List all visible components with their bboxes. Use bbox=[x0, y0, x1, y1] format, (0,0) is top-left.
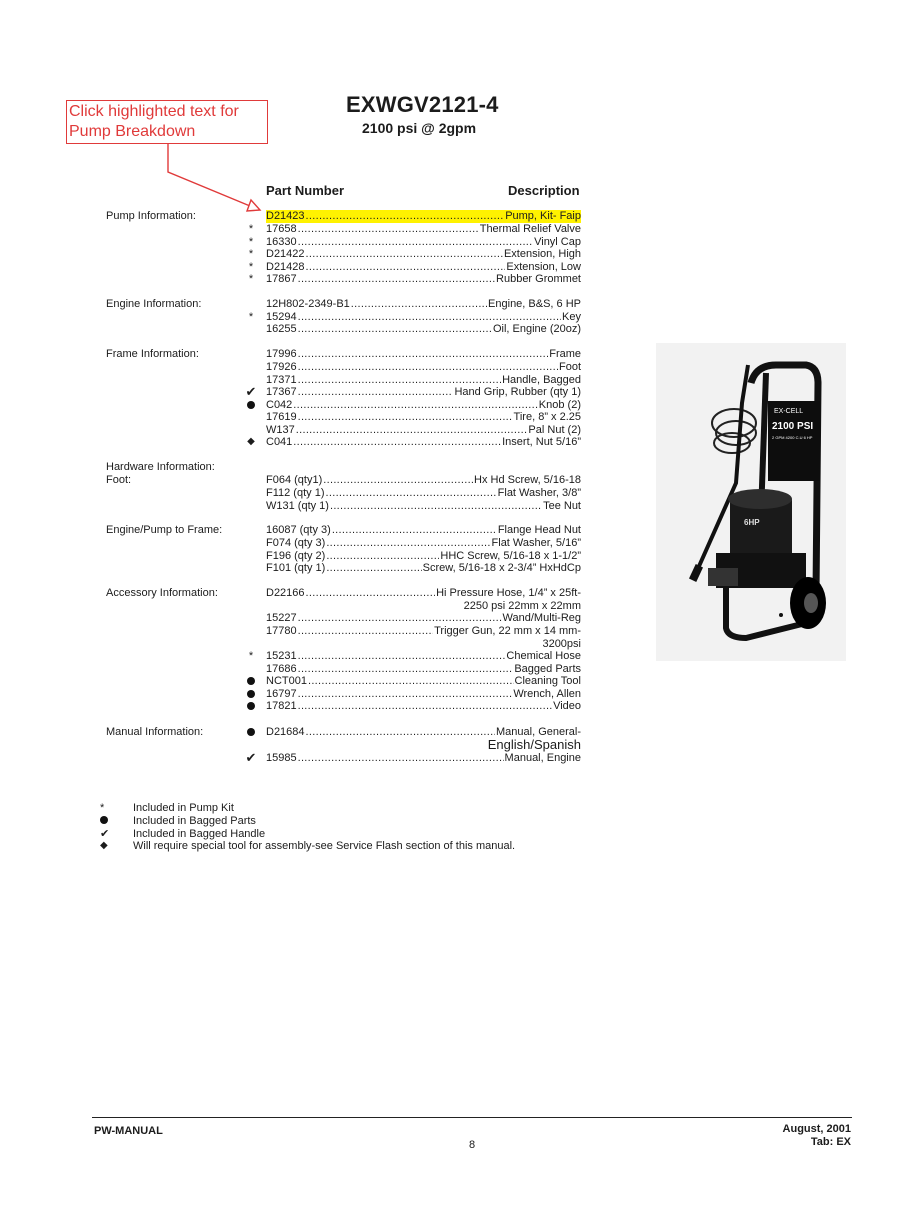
part-row bbox=[266, 752, 581, 765]
part-number: 17619 bbox=[266, 411, 297, 423]
legend-text: Will require special tool for assembly-see Service Flash section of this manual. bbox=[133, 840, 516, 852]
part-description: Hand Grip, Rubber (qty 1) bbox=[454, 386, 581, 398]
section-label-manual: Manual Information: bbox=[106, 726, 204, 738]
part-row bbox=[266, 500, 581, 513]
part-number: NCT001 bbox=[266, 675, 307, 687]
part-description: Pump, Kit- Faip bbox=[505, 210, 581, 222]
dot-leader bbox=[298, 311, 561, 324]
dot-leader bbox=[298, 348, 549, 361]
dot-leader bbox=[298, 650, 506, 663]
part-number: 15231 bbox=[266, 650, 297, 662]
part-description: Hi Pressure Hose, 1/4” x 25ft- bbox=[436, 587, 581, 599]
page-title: EXWGV2121-4 bbox=[346, 92, 499, 117]
part-number: C042 bbox=[266, 399, 293, 411]
part-number: D21422 bbox=[266, 248, 305, 260]
part-description: Tee Nut bbox=[543, 500, 581, 512]
part-description: Insert, Nut 5/16” bbox=[502, 436, 581, 448]
part-number: 16330 bbox=[266, 236, 297, 248]
part-description: HHC Screw, 5/16-18 x 1-1/2” bbox=[440, 550, 581, 562]
part-description: Manual, General- bbox=[496, 726, 581, 738]
dot-leader bbox=[298, 411, 513, 424]
dot-leader bbox=[298, 625, 434, 638]
dot-leader bbox=[298, 612, 502, 625]
footer-date-tab bbox=[700, 1123, 851, 1149]
dot-leader bbox=[323, 474, 473, 487]
dot-leader bbox=[298, 374, 502, 387]
part-row bbox=[266, 236, 581, 249]
part-description: Bagged Parts bbox=[514, 663, 581, 675]
legend-item bbox=[100, 815, 256, 828]
dot-leader bbox=[308, 675, 514, 688]
section-label-frame: Frame Information: bbox=[106, 348, 199, 360]
part-number: D21684 bbox=[266, 726, 305, 738]
pump-kit-marker: * bbox=[248, 311, 254, 323]
special-tool-diamond-icon: ◆ bbox=[247, 436, 255, 447]
part-number: 17867 bbox=[266, 273, 297, 285]
psi-label: 2100 PSI bbox=[772, 421, 814, 432]
pump-breakdown-callout: Click highlighted text for Pump Breakdown bbox=[66, 100, 268, 144]
dot-leader bbox=[326, 537, 490, 550]
dot-leader bbox=[298, 700, 552, 713]
bagged-handle-check-icon: ✔ bbox=[245, 384, 257, 399]
part-description: Pal Nut (2) bbox=[528, 424, 581, 436]
part-description: Frame bbox=[549, 348, 581, 360]
footer-tab: Tab: EX bbox=[810, 1136, 851, 1148]
bagged-parts-dot-icon bbox=[100, 815, 133, 828]
part-number: D21423 bbox=[266, 210, 305, 222]
part-description: Knob (2) bbox=[538, 399, 581, 411]
legend-text: Included in Bagged Handle bbox=[133, 828, 266, 840]
part-number: 17780 bbox=[266, 625, 297, 637]
legend-item bbox=[100, 828, 265, 841]
dot-leader bbox=[330, 500, 542, 513]
part-row bbox=[266, 223, 581, 236]
section-label-hardware: Hardware Information: bbox=[106, 461, 215, 473]
dot-leader bbox=[298, 236, 534, 249]
footer-date: August, 2001 bbox=[782, 1123, 851, 1135]
part-row bbox=[266, 361, 581, 374]
dot-leader bbox=[306, 248, 503, 261]
section-label-pump: Pump Information: bbox=[106, 210, 196, 222]
bagged-parts-dot-icon bbox=[244, 675, 258, 688]
dot-leader bbox=[293, 436, 501, 449]
part-row bbox=[266, 248, 581, 261]
part-description: Wrench, Allen bbox=[513, 688, 581, 700]
legend-item bbox=[100, 802, 234, 815]
manual-description-continued: English/Spanish bbox=[487, 737, 581, 752]
part-number-header: Part Number bbox=[266, 183, 345, 198]
part-row bbox=[266, 436, 581, 449]
dot-leader bbox=[306, 261, 506, 274]
part-row bbox=[266, 650, 581, 663]
part-row bbox=[266, 261, 581, 274]
legend-text: Included in Pump Kit bbox=[133, 802, 234, 814]
part-description: Extension, Low bbox=[506, 261, 581, 273]
footer-manual-name: PW-MANUAL bbox=[94, 1125, 163, 1137]
dot-leader bbox=[298, 361, 558, 374]
dot-leader bbox=[298, 273, 495, 286]
section-label-foot: Foot: bbox=[106, 474, 132, 486]
spec-label: 2 GPM 4200 C.U 6 HP bbox=[772, 435, 813, 440]
part-description: Thermal Relief Valve bbox=[479, 223, 581, 235]
bagged-parts-dot-icon bbox=[244, 688, 258, 701]
part-number: 17686 bbox=[266, 663, 297, 675]
part-number: 12H802-2349-B1 bbox=[266, 298, 350, 310]
gun-description-continued: 3200psi bbox=[542, 638, 581, 650]
part-row bbox=[266, 298, 581, 311]
part-number: 16255 bbox=[266, 323, 297, 335]
dot-leader bbox=[293, 399, 538, 412]
part-description: Wand/Multi-Reg bbox=[502, 612, 581, 624]
part-row bbox=[266, 688, 581, 701]
dot-leader bbox=[332, 524, 497, 537]
part-description: Tire, 8” x 2.25 bbox=[513, 411, 581, 423]
part-number: D21428 bbox=[266, 261, 305, 273]
dot-leader bbox=[298, 323, 492, 336]
part-description: Flat Washer, 5/16” bbox=[491, 537, 581, 549]
part-description: Flat Washer, 3/8” bbox=[497, 487, 581, 499]
part-description: Engine, B&S, 6 HP bbox=[488, 298, 581, 310]
part-row bbox=[266, 273, 581, 286]
pump-kit-marker: * bbox=[248, 248, 254, 260]
pump-kit-marker: * bbox=[248, 273, 254, 285]
part-description: Video bbox=[553, 700, 581, 712]
part-number: W137 bbox=[266, 424, 295, 436]
part-number: 15294 bbox=[266, 311, 297, 323]
hose-description-continued: 2250 psi 22mm x 22mm bbox=[463, 600, 581, 612]
part-number: F074 (qty 3) bbox=[266, 537, 326, 549]
pump-kit-marker: * bbox=[100, 802, 105, 814]
part-number: 17926 bbox=[266, 361, 297, 373]
dot-leader bbox=[298, 688, 513, 701]
part-number: F112 (qty 1) bbox=[266, 487, 325, 499]
part-row bbox=[266, 562, 581, 575]
part-description: Rubber Grommet bbox=[496, 273, 581, 285]
part-row bbox=[266, 311, 581, 324]
part-row bbox=[266, 374, 581, 387]
part-number: 15985 bbox=[266, 752, 297, 764]
engine-label: 6HP bbox=[744, 518, 760, 527]
legend-text: Included in Bagged Parts bbox=[133, 815, 256, 827]
dot-leader bbox=[326, 487, 497, 500]
bagged-handle-check-icon: ✔ bbox=[245, 750, 257, 765]
part-row bbox=[266, 399, 581, 412]
part-description: Extension, High bbox=[503, 248, 581, 260]
part-description: Vinyl Cap bbox=[534, 236, 581, 248]
part-row bbox=[266, 411, 581, 424]
part-number: 17996 bbox=[266, 348, 297, 360]
pressure-washer-photo bbox=[656, 343, 846, 661]
footer-divider bbox=[92, 1117, 852, 1118]
bagged-parts-dot-icon bbox=[244, 726, 258, 739]
part-row bbox=[266, 550, 581, 563]
dot-leader bbox=[351, 298, 487, 311]
dot-leader bbox=[326, 562, 421, 575]
part-number: 16087 (qty 3) bbox=[266, 524, 331, 536]
part-row bbox=[266, 612, 581, 625]
legend-item bbox=[100, 840, 515, 853]
page-number: 8 bbox=[469, 1139, 476, 1151]
dot-leader bbox=[298, 386, 454, 399]
part-row bbox=[266, 474, 581, 487]
part-description: Manual, Engine bbox=[504, 752, 581, 764]
section-label-engine: Engine Information: bbox=[106, 298, 202, 310]
part-row bbox=[266, 323, 581, 336]
part-description: Key bbox=[562, 311, 581, 323]
part-number: D22166 bbox=[266, 587, 305, 599]
part-number: 16797 bbox=[266, 688, 297, 700]
brand-label: EX-CELL bbox=[774, 408, 804, 415]
section-label-engine-pump-frame: Engine/Pump to Frame: bbox=[106, 524, 223, 536]
part-row bbox=[266, 537, 581, 550]
pump-kit-marker: * bbox=[248, 223, 254, 235]
pump-kit-link-row[interactable] bbox=[266, 210, 581, 223]
part-number: 17367 bbox=[266, 386, 297, 398]
bagged-parts-dot-icon bbox=[244, 700, 258, 713]
pump-kit-marker: * bbox=[248, 650, 254, 662]
part-row bbox=[266, 524, 581, 537]
description-header: Description bbox=[508, 183, 580, 198]
part-number: W131 (qty 1) bbox=[266, 500, 329, 512]
part-description: Flange Head Nut bbox=[497, 524, 581, 536]
part-description: Screw, 5/16-18 x 2-3/4” HxHdCp bbox=[422, 562, 581, 574]
part-row bbox=[266, 587, 581, 600]
dot-leader bbox=[306, 210, 505, 223]
bagged-parts-dot-icon bbox=[244, 399, 258, 412]
part-row bbox=[266, 700, 581, 713]
part-number: 17821 bbox=[266, 700, 297, 712]
special-tool-diamond-icon: ◆ bbox=[100, 840, 108, 851]
part-row bbox=[266, 625, 581, 638]
part-number: 17658 bbox=[266, 223, 297, 235]
part-description: Hx Hd Screw, 5/16-18 bbox=[474, 474, 581, 486]
part-number: 15227 bbox=[266, 612, 297, 624]
part-description: Oil, Engine (20oz) bbox=[492, 323, 581, 335]
pump-kit-marker: * bbox=[248, 261, 254, 273]
part-number: 17371 bbox=[266, 374, 297, 386]
part-number: F196 (qty 2) bbox=[266, 550, 326, 562]
part-number: C041 bbox=[266, 436, 293, 448]
section-label-accessory: Accessory Information: bbox=[106, 587, 218, 599]
dot-leader bbox=[298, 223, 479, 236]
page-subtitle: 2100 psi @ 2gpm bbox=[362, 120, 477, 136]
part-description: Handle, Bagged bbox=[502, 374, 581, 386]
part-row bbox=[266, 663, 581, 676]
dot-leader bbox=[306, 726, 495, 739]
dot-leader bbox=[298, 663, 514, 676]
part-number: F064 (qty1) bbox=[266, 474, 323, 486]
part-description: Trigger Gun, 22 mm x 14 mm- bbox=[434, 625, 581, 637]
part-row bbox=[266, 424, 581, 437]
bagged-handle-check-icon: ✔ bbox=[100, 828, 110, 840]
part-row bbox=[266, 348, 581, 361]
part-number: F101 (qty 1) bbox=[266, 562, 326, 574]
dot-leader bbox=[298, 752, 504, 765]
part-description: Foot bbox=[558, 361, 581, 373]
part-row bbox=[266, 386, 581, 399]
part-row bbox=[266, 675, 581, 688]
dot-leader bbox=[306, 587, 436, 600]
dot-leader bbox=[296, 424, 528, 437]
part-row bbox=[266, 487, 581, 500]
part-description: Cleaning Tool bbox=[514, 675, 581, 687]
dot-leader bbox=[326, 550, 439, 563]
pump-kit-marker: * bbox=[248, 236, 254, 248]
part-description: Chemical Hose bbox=[506, 650, 581, 662]
